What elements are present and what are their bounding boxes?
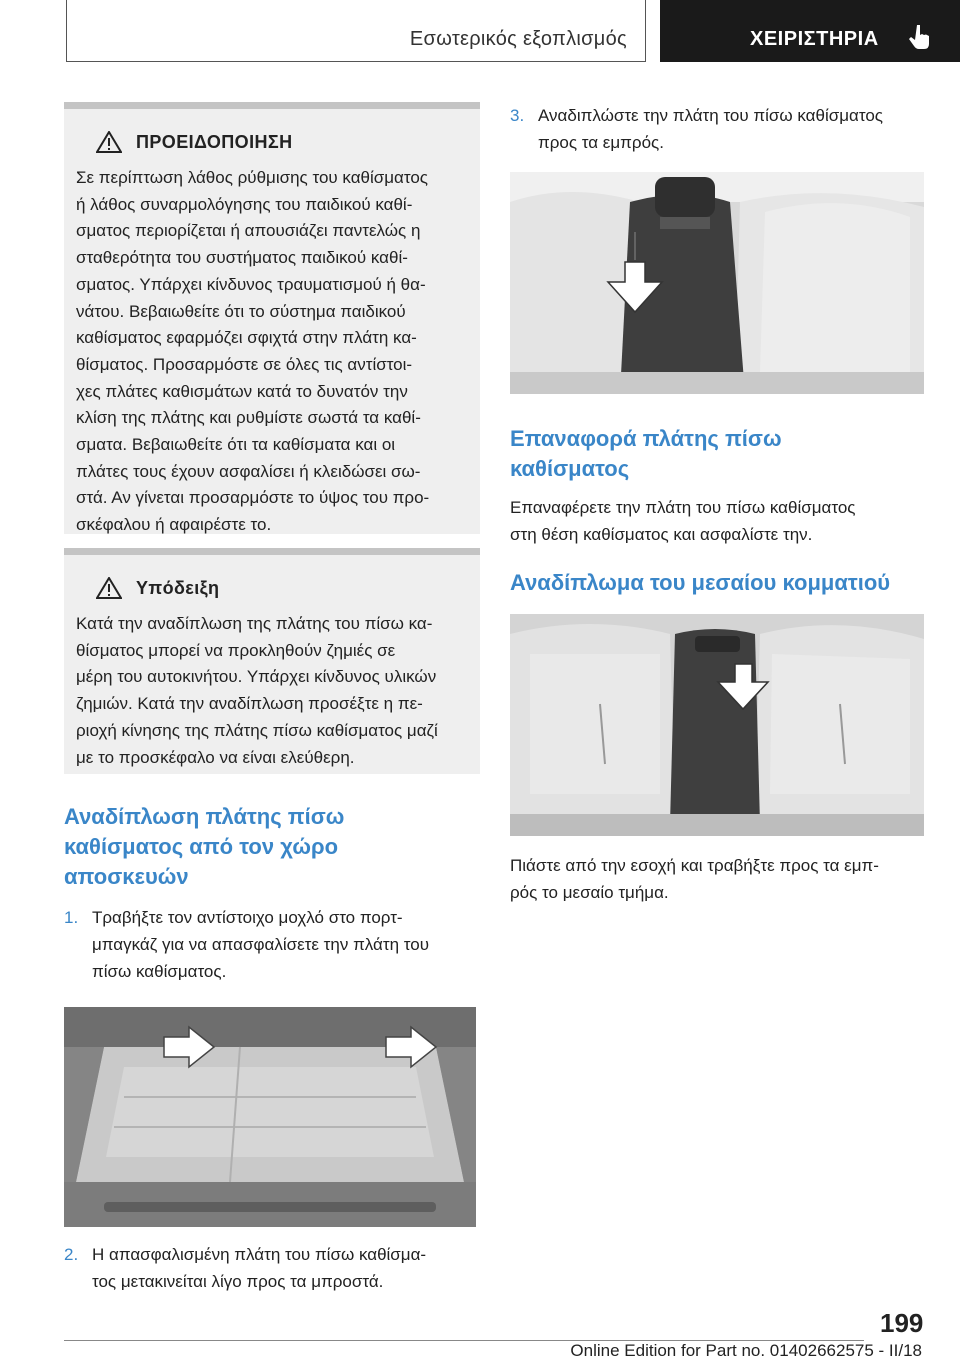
text-line: σματα. Βεβαιωθείτε ότι τα καθίσματα και οι (76, 435, 396, 455)
middle-paragraph (510, 852, 924, 906)
right-column (510, 102, 924, 906)
page-number: 199 (880, 1308, 924, 1338)
left-column (64, 102, 480, 1295)
text-line: Κατά την αναδίπλωση της πλάτης του πίσω κα- (76, 614, 433, 633)
rear-seat-fold-photo (510, 172, 924, 394)
text-line: μέρη του αυτοκινήτου. Υπάρχει κίνδυνος υλικών (76, 667, 437, 687)
text-line: μπαγκάζ για να απασφαλίσετε την πλάτη του (92, 935, 429, 954)
trunk-photo (64, 1007, 476, 1227)
text-line: θίσματος μπορεί να προκληθούν ζημιές σε (76, 640, 396, 660)
warning-triangle-icon (96, 131, 122, 153)
rear-seat-fold-illustration (510, 172, 924, 394)
notice-header (76, 577, 464, 599)
text-line: πίσω καθίσματος. (92, 962, 227, 981)
warning-title: ΠΡΟΕΙΔΟΠΟΙΗΣΗ (136, 131, 293, 152)
text-line: Σε περίπτωση λάθος ρύθμισης του καθίσματος (76, 168, 429, 187)
text-line: νάτου. Βεβαιωθείτε ότι το σύστημα παιδικού (76, 301, 406, 321)
text-line: κλίση της πλάτης και ρυθμίστε σωστά τα καθί- (76, 408, 421, 428)
step-number: 3. (510, 106, 525, 125)
text-line: σταθερότητα του συστήματος παιδικού καθί- (76, 248, 408, 268)
heading-line: Αναδίπλωση πλάτης πίσω (64, 804, 345, 829)
section-title: Εσωτερικός εξοπλισμός (409, 28, 627, 50)
text-line: με το προσκέφαλο να είναι ελεύθερη. (76, 747, 355, 767)
text-line: ριοχή κίνησης της πλάτης πίσω καθίσματος μαζί (76, 720, 438, 740)
text-line: τος μετακινείται λίγο προς τα μπροστά. (92, 1272, 384, 1291)
text-line: ρός το μεσαίο τμήμα. (510, 883, 669, 902)
heading-line: Επαναφορά πλάτης πίσω (510, 426, 782, 451)
notice-text (76, 611, 464, 771)
section-heading-return (510, 424, 924, 484)
notice-box (64, 548, 480, 774)
middle-section-illustration (510, 614, 924, 836)
text-line: Επαναφέρετε την πλάτη του πίσω καθίσματος (510, 498, 856, 517)
text-line: Τραβήξτε τον αντίστοιχο μοχλό στο πορτ- (92, 908, 403, 927)
text-line: ή λάθος συναρμολόγησης του παιδικού καθί- (76, 194, 413, 214)
warning-header (76, 131, 464, 153)
text-line: Πιάστε από την εσοχή και τραβήξτε προς τα εμπ- (510, 856, 879, 875)
text-line: Η απασφαλισμένη πλάτη του πίσω καθίσμα- (92, 1245, 427, 1264)
footer-edition: Online Edition for Part no. 01402662575 - II/18 (570, 1341, 922, 1360)
text-line: καθίσματος εφαρμόζει σφιχτά στην πλάτη κα- (76, 328, 417, 348)
heading-line: καθίσματος από τον χώρο (64, 834, 339, 859)
step-2 (64, 1241, 480, 1295)
text-line: στη θέση καθίσματος και ασφαλίστε την. (510, 525, 813, 544)
step-3 (510, 102, 924, 156)
section-heading-fold-from-trunk (64, 802, 480, 892)
notice-title: Υπόδειξη (136, 577, 220, 598)
text-line: χες πλάτες καθισμάτων κατά το δυνατόν την (76, 381, 408, 401)
heading-line: αποσκευών (64, 864, 189, 889)
heading-line: καθίσματος (510, 456, 630, 481)
text-line: στά. Αν γίνεται προσαρμόστε το ύψος του προ- (76, 488, 430, 508)
text-line: σματος. Υπάρχει κίνδυνος τραυματισμού ή θα- (76, 274, 426, 294)
section-heading-middle: Αναδίπλωμα του μεσαίου κομματιού (510, 570, 891, 595)
text-line: θίσματος. Προσαρμόστε σε όλες τις αντίστοι- (76, 354, 413, 374)
text-line: σκέφαλου ή αφαιρέστε το. (76, 515, 272, 535)
hand-pointer-icon (908, 23, 934, 51)
text-line: προς τα εμπρός. (538, 133, 664, 152)
text-line: πλάτες τους έχουν ασφαλίσει ή κλειδώσει σω- (76, 461, 421, 481)
running-header-section (66, 0, 646, 62)
step-number: 1. (64, 908, 79, 927)
middle-section-photo (510, 614, 924, 836)
running-header-chapter (660, 0, 960, 62)
warning-text (76, 165, 464, 539)
return-paragraph (510, 494, 924, 548)
trunk-illustration (64, 1007, 476, 1227)
warning-box (64, 102, 480, 534)
warning-triangle-icon (96, 577, 122, 599)
text-line: Αναδιπλώστε την πλάτη του πίσω καθίσματος (538, 106, 883, 125)
step-1 (64, 904, 480, 985)
chapter-title: ΧΕΙΡΙΣΤΗΡΙΑ (750, 28, 879, 50)
text-line: σματος περιορίζεται ή απουσιάζει παντελώς η (76, 221, 421, 241)
text-line: ζημιών. Κατά την αναδίπλωση προσέξτε η πε- (76, 694, 423, 714)
step-number: 2. (64, 1245, 79, 1264)
